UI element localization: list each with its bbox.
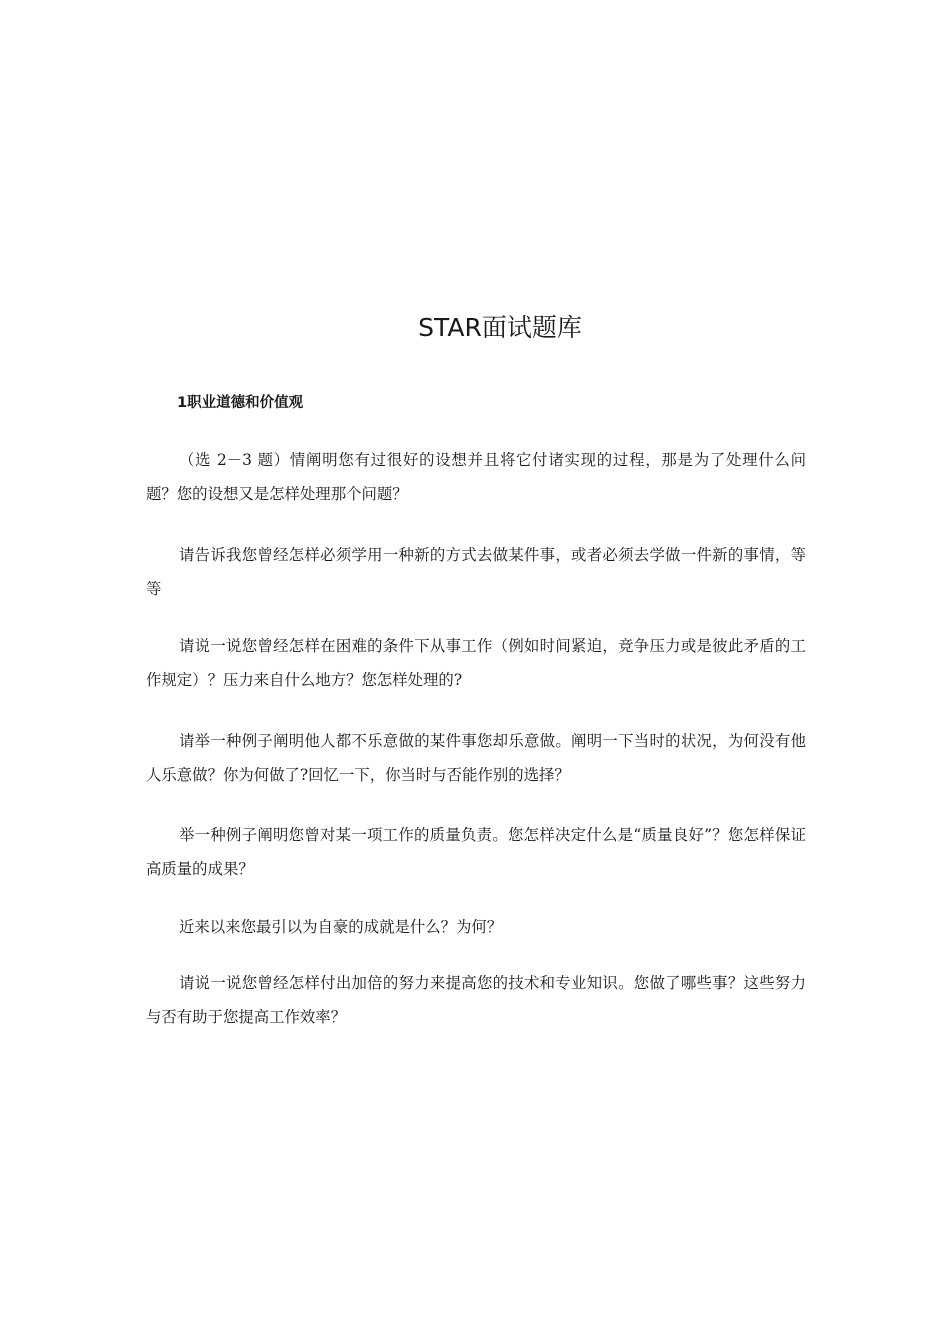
question-paragraph-5: 举一种例子阐明您曾对某一项工作的质量负责。您怎样决定什么是“质量良好”？您怎样保证高质量的成果？ xyxy=(146,826,806,878)
page-title: STAR面试题库 xyxy=(418,313,582,342)
question-paragraph-3: 请说一说您曾经怎样在困难的条件下从事工作（例如时间紧迫，竞争压力或是彼此矛盾的工作规定）？压力来自什么地方？您怎样处理的? xyxy=(146,637,806,689)
question-paragraph-7: 请说一说您曾经怎样付出加倍的努力来提高您的技术和专业知识。您做了哪些事？这些努力与否有助于您提高工作效率？ xyxy=(146,974,806,1026)
question-paragraph-1: （选 2－3 题）情阐明您有过很好的设想并且将它付诸实现的过程，那是为了处理什么问题？您的设想又是怎样处理那个问题？ xyxy=(146,451,806,503)
section-heading: 1职业道德和价值观 xyxy=(177,395,304,411)
question-paragraph-2: 请告诉我您曾经怎样必须学用一种新的方式去做某件事，或者必须去学做一件新的事情，等等 xyxy=(146,546,806,598)
question-paragraph-6: 近来以来您最引以为自豪的成就是什么？为何？ xyxy=(179,918,503,936)
question-paragraph-4: 请举一种例子阐明他人都不乐意做的某件事您却乐意做。阐明一下当时的状况，为何没有他人乐意做？你为何做了?回忆一下，你当时与否能作别的选择？ xyxy=(146,732,806,784)
